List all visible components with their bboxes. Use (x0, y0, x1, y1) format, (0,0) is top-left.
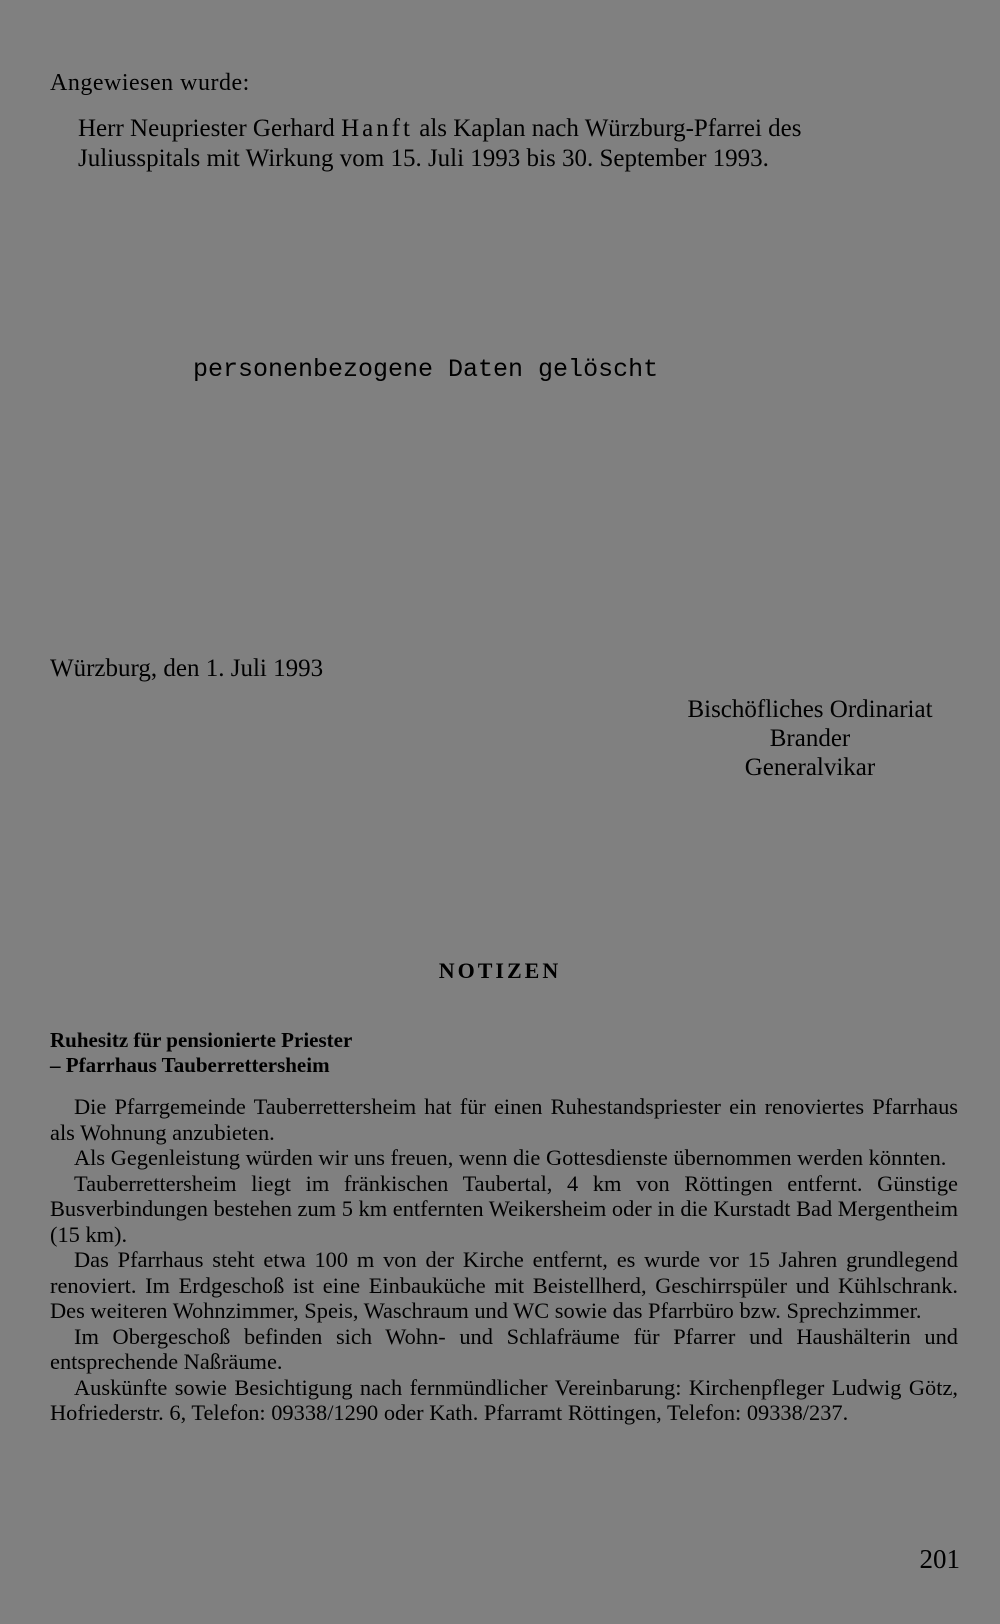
appointment-line1-post: als Kaplan nach Würzburg-Pfarrei des (412, 115, 802, 142)
signature-title: Generalvikar (744, 754, 876, 781)
redaction-note: personenbezogene Daten gelöscht (193, 355, 659, 384)
article-body (50, 1094, 958, 1426)
intro-line: Angewiesen wurde: (50, 70, 250, 96)
section-heading: NOTIZEN (438, 958, 562, 983)
article-paragraph: Als Gegenleistung würden wir uns freuen, wenn die Gottesdienste übernommen werden könnten. (74, 1145, 947, 1170)
appointment-name: Hanft (341, 115, 413, 142)
signature-name: Brander (769, 725, 851, 752)
page-number: 201 (919, 1544, 960, 1574)
dateline: Würzburg, den 1. Juli 1993 (50, 655, 324, 682)
article-title-line2: – Pfarrhaus Tauberrettersheim (50, 1053, 330, 1077)
appointment-line1-pre: Herr Neupriester Gerhard (78, 115, 342, 142)
article-title-line1: Ruhesitz für pensionierte Priester (50, 1028, 353, 1052)
appointment-text (78, 114, 958, 174)
appointment-line2: Juliusspitals mit Wirkung vom 15. Juli 1993 bis 30. September 1993. (78, 145, 769, 172)
article-paragraph: Im Obergeschoß befinden sich Wohn- und Schlafräume für Pfarrer und Haushälterin und entsprechende Naßräume. (50, 1323, 958, 1374)
article-title (50, 1028, 352, 1078)
signature-block (640, 695, 980, 782)
article-paragraph: Tauberrettersheim liegt im fränkischen Taubertal, 4 km von Röttingen entfernt. Günstige Busverbindungen bestehen zum 5 km entfernten Weikersheim oder in die Kurstadt Bad Mergentheim (15 km). (50, 1170, 958, 1247)
article-paragraph: Auskünfte sowie Besichtigung nach fernmündlicher Vereinbarung: Kirchenpfleger Ludwig Götz, Hofriederstr. 6, Telefon: 09338/1290 oder Kath. Pfarramt Röttingen, Telefon: 09338/237. (50, 1374, 958, 1425)
signature-office: Bischöfliches Ordinariat (687, 696, 933, 723)
article-paragraph: Das Pfarrhaus steht etwa 100 m von der Kirche entfernt, es wurde vor 15 Jahren grundlegend renoviert. Im Erdgeschoß ist eine Einbauküche mit Beistellherd, Geschirrspüler und Kühlschrank. Des weiteren Wohnzimmer, Speis, Waschraum und WC sowie das Pfarrbüro bzw. Sprechzimmer. (50, 1247, 958, 1323)
article-paragraph: Die Pfarrgemeinde Tauberrettersheim hat für einen Ruhestandspriester ein renoviertes Pfarrhaus als Wohnung anzubieten. (50, 1094, 958, 1145)
